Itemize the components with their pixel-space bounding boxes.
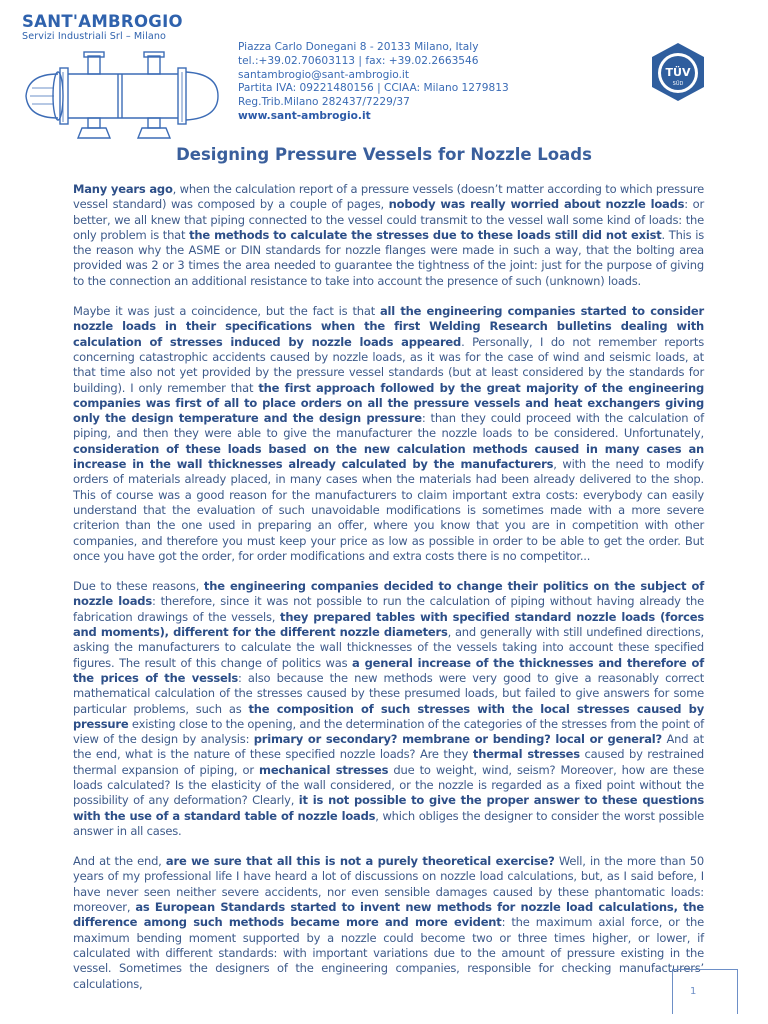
emphasis-text: Many years ago: [73, 182, 173, 196]
paragraph-text: Well, in the more than 50 years of my professional life I have heard a lot of discussions on nozzle load calculations, but, as I said before, I have never seen neither severe accidents, nor even sensible damages caused by these phantomatic loads: moreover,: [73, 854, 704, 915]
emphasis-text: are we sure that all this is not a purely theoretical exercise?: [165, 854, 555, 869]
paragraph-text: existing close to the opening, and the determination of the categories of the stresses from the point of view of the design by analysis:: [73, 716, 704, 747]
address-line: Piazza Carlo Donegani 8 - 20133 Milano, Italy: [238, 41, 479, 53]
phone-fax-line: tel.:+39.02.70603113 | fax: +39.02.2663546: [238, 54, 479, 67]
emphasis-text: primary or secondary? membrane or bending? local or general?: [253, 732, 663, 747]
paragraph-text: : than they could proceed with the calculation of piping, and then they were able to give the manufacturer the nozzle loads to be considered. Unfortunately,: [73, 411, 704, 441]
body-paragraph: [73, 182, 704, 289]
body-paragraph: [73, 304, 704, 564]
paragraph-text: , when the calculation report of a pressure vessels (doesn’t matter according to which pressure vessel standard) was composed by a couple of pages,: [73, 182, 705, 212]
paragraph-text: Due to these reasons,: [73, 579, 204, 594]
paragraph-text: . Personally, I do not remember reports concerning catastrophic accidents caused by nozzle loads, as it was for the case of wind and seismic loads, at that time also not yet provided by the pressure vessel standards (but at least considered by the standards for building). I only remember that: [73, 334, 704, 395]
paragraph-text: , which obliges the designer to consider the worst possible answer in all cases.: [73, 808, 704, 838]
paragraph-text: Maybe it was just a coincidence, but the fact is that: [73, 304, 380, 319]
tuv-mark-text: TÜV: [665, 66, 691, 79]
company-logo: [22, 13, 222, 43]
heat-exchanger-illustration: [18, 44, 224, 140]
paragraph-text: . This is the reason why the ASME or DIN standards for nozzle flanges were made in such a way, that the bolting area provided was 2 or 3 times the area needed to guarantee the tightness of the joint: just for the purpose of giving to the connection an additional resistance to take into account the presence of such (unknown) loads.: [73, 227, 704, 288]
body-paragraph: [73, 579, 704, 839]
paragraph-text: due to weight, wind, seism? Moreover, how are these loads calculated? Is the elasticity of the wall considered, or the nozzle is regarded as a fixed point without the possibility of any deformation? Clearly,: [73, 762, 704, 808]
emphasis-text: mechanical stresses: [259, 762, 389, 777]
paragraph-text: : therefore, since it was not possible to run the calculation of piping without having already the fabrication drawings of the vessels,: [73, 594, 705, 624]
emphasis-text: the engineering companies decided to change their politics on the subject of nozzle loads: [73, 579, 704, 609]
emphasis-text: thermal stresses: [472, 747, 580, 762]
paragraph-text: , with the need to modify orders of materials already placed, in many cases when the materials had been already delivered to the shop. This of course was a good reason for the manufacturers to claim important extra costs: everybody can easily understand that the evaluation of such unavoidable modifications is sometimes made with a more severe criterion than the one used in preparing an offer, where you know that you are in competition with other companies, and therefore you must keep your price as low as possible in order to be able to get the order. But once you have got the order, for order modifications and extra costs there is no competitor...: [73, 457, 705, 563]
body-paragraph: [73, 854, 704, 992]
paragraph-text: caused by restrained thermal expansion of piping, or: [73, 747, 704, 777]
paragraph-text: : the maximum axial force, or the maximum bending moment supported by a nozzle could become two or three times higher, or lower, if calculated with different standards: with important variations due to the amount of pressure existing in the vessel. Sometimes the designers of the engineering companies, responsible for checking manufacturers’ calculations,: [73, 915, 704, 991]
emphasis-text: all the engineering companies started to consider nozzle loads in their specifications when the first Welding Research bulletins dealing with calculation of stresses induced by nozzle loads appeared: [73, 304, 704, 349]
tuv-sub-text: SÜD: [672, 81, 684, 87]
registry-line: Reg.Trib.Milano 282437/7229/37: [238, 96, 410, 109]
contact-block: [238, 41, 509, 124]
paragraph-text: And at the end,: [73, 854, 166, 869]
website-link[interactable]: www.sant-ambrogio.it: [238, 109, 371, 122]
brand-name: SANT'AMBROGIO: [22, 12, 183, 31]
emphasis-text: the first approach followed by the great majority of the engineering companies was first of all to place orders on all the pressure vessels and heat exchangers giving only the design temperature and the design pressure: [73, 380, 704, 426]
paragraph-text: , and generally with still undefined directions, asking the manufacturers to calculate the wall thicknesses of the vessels taking into account these specified figures. The result of this change of politics was: [73, 625, 704, 670]
page-number-box: [672, 969, 738, 1014]
document-title: Designing Pressure Vessels for Nozzle Loads: [176, 145, 592, 164]
emphasis-text: they prepared tables with specified standard nozzle loads (forces and moments), different for the different nozzle diameters: [73, 609, 705, 640]
emphasis-text: consideration of these loads based on the new calculation methods caused in many cases an increase in the wall thicknesses already calculated by the manufacturers: [73, 441, 704, 472]
emphasis-text: the composition of such stresses with the local stresses caused by pressure: [73, 701, 704, 731]
tuv-certification-logo: [648, 42, 708, 102]
vat-line: Partita IVA: 09221480156 | CCIAA: Milano 1279813: [238, 82, 509, 95]
emphasis-text: nobody was really worried about nozzle loads: [388, 197, 685, 212]
emphasis-text: it is not possible to give the proper answer to these questions with the use of a standard table of nozzle loads: [73, 793, 704, 823]
emphasis-text: a general increase of the thicknesses and therefore of the prices of the vessels: [73, 655, 704, 685]
paragraph-text: And at the end, what is the nature of these specified nozzle loads? Are they: [73, 732, 704, 762]
emphasis-text: the methods to calculate the stresses due to these loads still did not exist: [189, 227, 662, 242]
paragraph-text: : also because the new methods were very good to give a reasonably correct mathematical calculation of the stresses caused by these presumed loads, but failed to give answers for some particular problems, such as: [73, 670, 704, 716]
page-number: 1: [690, 986, 697, 997]
emphasis-text: as European Standards started to invent new methods for nozzle load calculations, the difference among such methods became more and more evident: [73, 900, 705, 930]
brand-subtitle: Servizi Industriali Srl – Milano: [22, 31, 166, 42]
email-line: santambrogio@sant-ambrogio.it: [238, 68, 410, 81]
paragraph-text: : or better, we all knew that piping connected to the vessel could transmit to the vessel wall some kind of loads: the only problem is that: [73, 197, 704, 242]
document-body: [73, 182, 704, 992]
